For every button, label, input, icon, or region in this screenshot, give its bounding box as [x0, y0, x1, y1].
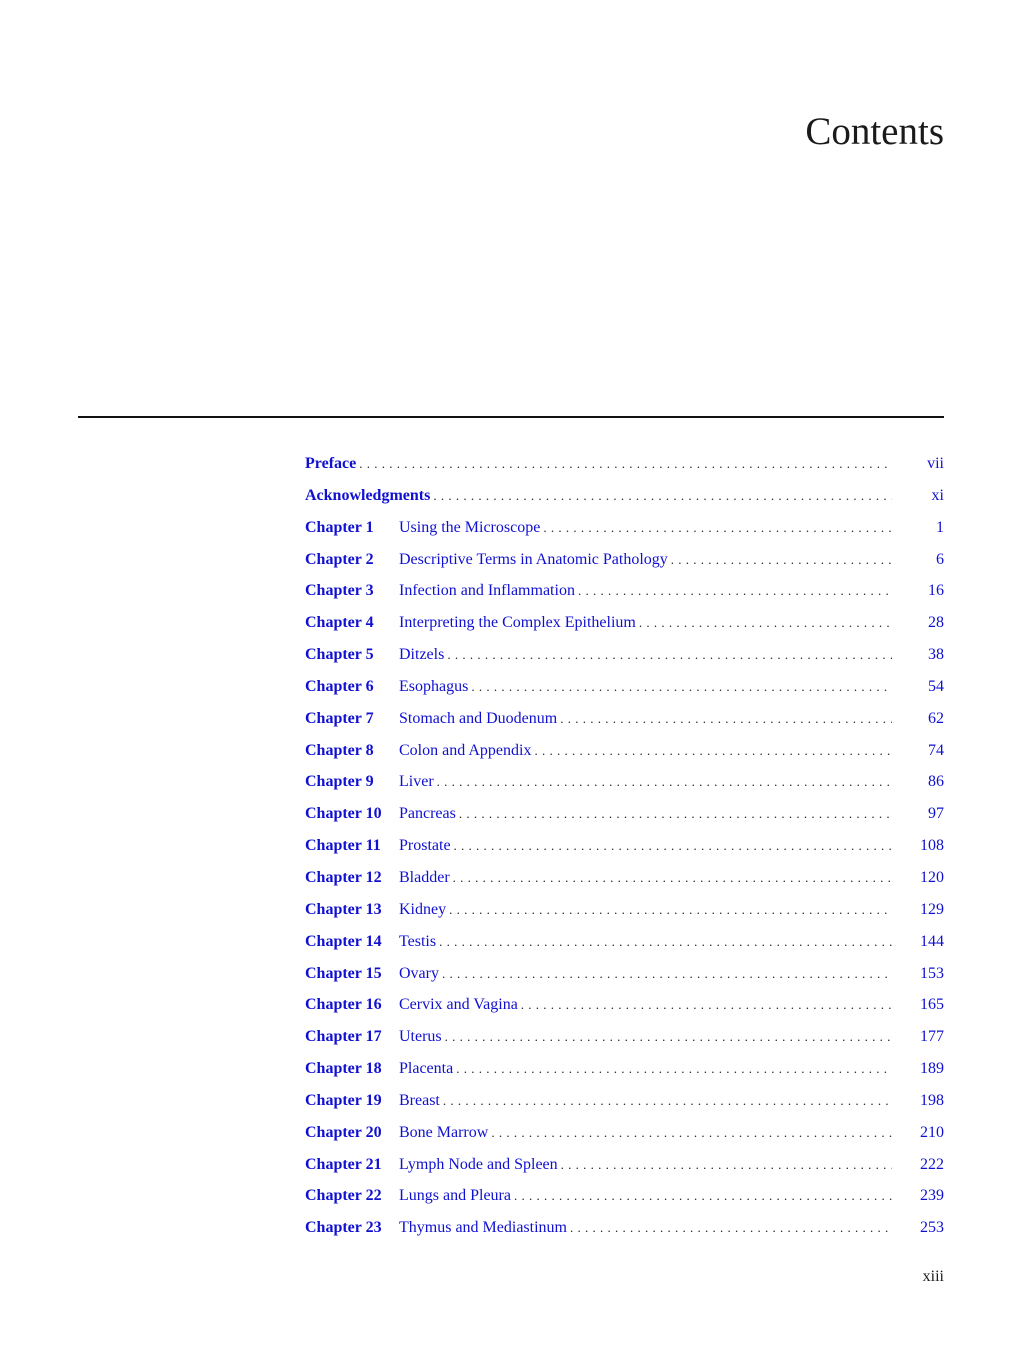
toc-entry-chapter[interactable] — [305, 735, 944, 767]
toc-page-number[interactable]: 253 — [920, 1219, 944, 1237]
chapter-number[interactable]: Chapter 17 — [305, 1028, 382, 1046]
chapter-number[interactable]: Chapter 5 — [305, 646, 374, 664]
chapter-title[interactable]: Esophagus — [399, 677, 469, 695]
page-title: Contents — [805, 110, 944, 153]
chapter-number[interactable]: Chapter 6 — [305, 677, 374, 695]
chapter-title[interactable]: Ovary — [399, 964, 439, 982]
dot-leader — [491, 1117, 892, 1149]
chapter-number[interactable]: Chapter 18 — [305, 1060, 382, 1078]
toc-entry-chapter[interactable] — [305, 798, 944, 830]
chapter-title[interactable]: Liver — [399, 773, 434, 791]
dot-leader — [454, 830, 892, 862]
toc-entry-chapter[interactable] — [305, 766, 944, 798]
chapter-number[interactable]: Chapter 12 — [305, 868, 382, 886]
chapter-number[interactable]: Chapter 13 — [305, 900, 382, 918]
dot-leader — [521, 989, 892, 1021]
toc-page-number[interactable]: 153 — [920, 964, 944, 982]
toc-page-number[interactable]: 177 — [920, 1028, 944, 1046]
toc-entry-label[interactable]: Preface — [305, 455, 357, 472]
chapter-title[interactable]: Interpreting the Complex Epithelium — [399, 614, 636, 632]
chapter-title[interactable]: Stomach and Duodenum — [399, 709, 558, 727]
title-rule — [78, 416, 944, 418]
toc-entry-chapter[interactable] — [305, 639, 944, 671]
chapter-title[interactable]: Ditzels — [399, 646, 445, 664]
toc-page-number[interactable]: 97 — [928, 805, 944, 823]
chapter-number[interactable]: Chapter 7 — [305, 709, 374, 727]
toc-entry-chapter[interactable] — [305, 1117, 944, 1149]
chapter-title[interactable]: Bladder — [399, 868, 450, 886]
chapter-title[interactable]: Placenta — [399, 1060, 454, 1078]
chapter-number[interactable]: Chapter 19 — [305, 1091, 382, 1109]
toc-page-number[interactable]: 38 — [928, 646, 944, 664]
dot-leader — [534, 735, 892, 767]
chapter-number[interactable]: Chapter 14 — [305, 932, 382, 950]
toc-entry-chapter[interactable] — [305, 989, 944, 1021]
toc-entry-chapter[interactable] — [305, 607, 944, 639]
toc-page-number[interactable]: 54 — [928, 677, 944, 695]
toc-page-number[interactable]: 16 — [928, 582, 944, 600]
table-of-contents — [305, 448, 944, 1244]
chapter-number[interactable]: Chapter 1 — [305, 518, 374, 536]
chapter-number[interactable]: Chapter 3 — [305, 582, 374, 600]
dot-leader — [456, 1053, 892, 1085]
toc-entry-chapter[interactable] — [305, 1180, 944, 1212]
chapter-number[interactable]: Chapter 4 — [305, 614, 374, 632]
chapter-number[interactable]: Chapter 23 — [305, 1219, 382, 1237]
dot-leader — [433, 480, 892, 512]
chapter-title[interactable]: Colon and Appendix — [399, 741, 532, 759]
chapter-title[interactable]: Lungs and Pleura — [399, 1187, 511, 1205]
toc-page-number[interactable]: 189 — [920, 1060, 944, 1078]
toc-entry-chapter[interactable] — [305, 544, 944, 576]
dot-leader — [439, 926, 892, 958]
toc-entry-chapter[interactable] — [305, 958, 944, 990]
chapter-title[interactable]: Thymus and Mediastinum — [399, 1219, 567, 1237]
dot-leader — [514, 1180, 892, 1212]
chapter-title[interactable]: Uterus — [399, 1028, 442, 1046]
dot-leader — [453, 862, 892, 894]
chapter-number[interactable]: Chapter 16 — [305, 996, 382, 1014]
toc-entry-chapter[interactable] — [305, 926, 944, 958]
chapter-number[interactable]: Chapter 15 — [305, 964, 382, 982]
toc-page-number[interactable]: 165 — [920, 996, 944, 1014]
toc-page-number[interactable]: 239 — [920, 1187, 944, 1205]
chapter-title[interactable]: Lymph Node and Spleen — [399, 1155, 558, 1173]
chapter-number[interactable]: Chapter 8 — [305, 741, 374, 759]
chapter-number[interactable]: Chapter 20 — [305, 1123, 382, 1141]
toc-entry-chapter[interactable] — [305, 1053, 944, 1085]
toc-page-number[interactable]: 222 — [920, 1155, 944, 1173]
chapter-number[interactable]: Chapter 22 — [305, 1187, 382, 1205]
toc-page-number[interactable]: vii — [927, 455, 944, 472]
toc-page-number[interactable]: 86 — [928, 773, 944, 791]
dot-leader — [671, 544, 892, 576]
toc-page-number[interactable]: 62 — [928, 709, 944, 727]
chapter-number[interactable]: Chapter 21 — [305, 1155, 382, 1173]
chapter-number[interactable]: Chapter 11 — [305, 837, 381, 855]
chapter-title[interactable]: Descriptive Terms in Anatomic Pathology — [399, 550, 668, 568]
dot-leader — [445, 1021, 892, 1053]
toc-page-number[interactable]: 210 — [920, 1123, 944, 1141]
chapter-title[interactable]: Kidney — [399, 900, 447, 918]
dot-leader — [442, 958, 892, 990]
toc-entry-acknowledgments[interactable] — [305, 480, 944, 512]
chapter-number[interactable]: Chapter 2 — [305, 550, 374, 568]
toc-entry-chapter[interactable] — [305, 703, 944, 735]
toc-page-number[interactable]: 1 — [936, 518, 944, 536]
page-folio: xiii — [922, 1268, 944, 1285]
toc-entry-chapter[interactable] — [305, 894, 944, 926]
toc-page-number[interactable]: 129 — [920, 900, 944, 918]
toc-page-number[interactable]: 108 — [920, 837, 944, 855]
toc-entry-chapter[interactable] — [305, 1021, 944, 1053]
dot-leader — [471, 671, 892, 703]
chapter-title[interactable]: Pancreas — [399, 805, 456, 823]
chapter-number[interactable]: Chapter 10 — [305, 805, 382, 823]
chapter-title[interactable]: Prostate — [399, 837, 451, 855]
chapter-title[interactable]: Cervix and Vagina — [399, 996, 518, 1014]
toc-entry-chapter[interactable] — [305, 862, 944, 894]
dot-leader — [561, 1149, 892, 1181]
toc-page-number[interactable]: 6 — [936, 550, 944, 568]
toc-entry-chapter[interactable] — [305, 512, 944, 544]
toc-entry-chapter[interactable] — [305, 1212, 944, 1244]
toc-entry-chapter[interactable] — [305, 671, 944, 703]
dot-leader — [449, 894, 892, 926]
toc-entry-chapter[interactable] — [305, 830, 944, 862]
dot-leader — [359, 448, 892, 480]
chapter-title[interactable]: Breast — [399, 1091, 440, 1109]
toc-entry-preface[interactable] — [305, 448, 944, 480]
toc-page-number[interactable]: 120 — [920, 868, 944, 886]
dot-leader — [447, 639, 892, 671]
dot-leader — [560, 703, 892, 735]
chapter-title[interactable]: Testis — [399, 932, 437, 950]
toc-page-number[interactable]: xi — [931, 486, 944, 504]
chapter-title[interactable]: Infection and Inflammation — [399, 582, 575, 600]
toc-entry-label[interactable]: Acknowledgments — [305, 486, 431, 504]
dot-leader — [437, 766, 892, 798]
chapter-number[interactable]: Chapter 9 — [305, 773, 374, 791]
chapter-title[interactable]: Using the Microscope — [399, 518, 541, 536]
toc-entry-chapter[interactable] — [305, 1149, 944, 1181]
chapter-title[interactable]: Bone Marrow — [399, 1123, 489, 1141]
toc-page-number[interactable]: 74 — [928, 741, 944, 759]
dot-leader — [578, 575, 892, 607]
toc-page-number[interactable]: 144 — [920, 932, 944, 950]
toc-page-number[interactable]: 28 — [928, 614, 944, 632]
toc-entry-chapter[interactable] — [305, 575, 944, 607]
toc-page-number[interactable]: 198 — [920, 1091, 944, 1109]
dot-leader — [639, 607, 892, 639]
dot-leader — [443, 1085, 892, 1117]
dot-leader — [570, 1212, 892, 1244]
dot-leader — [459, 798, 892, 830]
dot-leader — [543, 512, 892, 544]
toc-entry-chapter[interactable] — [305, 1085, 944, 1117]
